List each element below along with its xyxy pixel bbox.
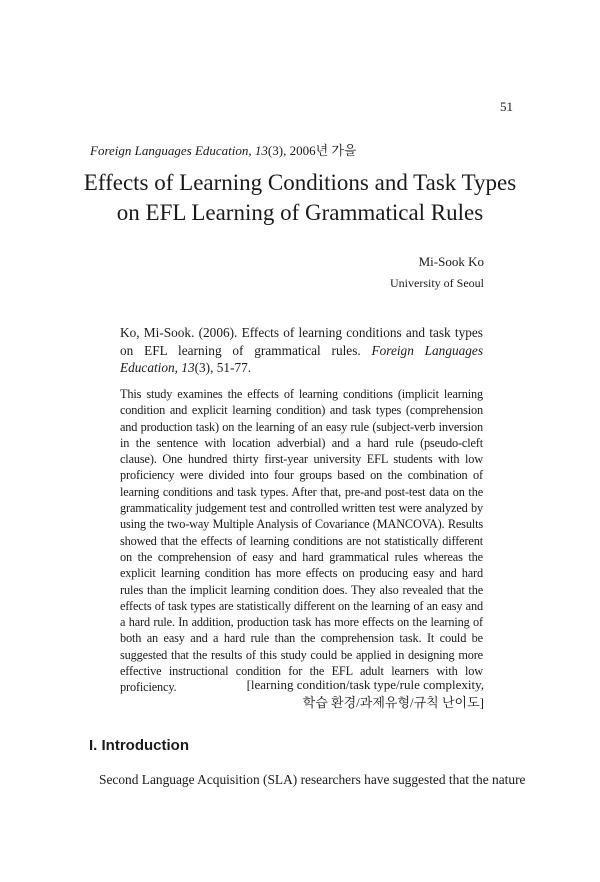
citation: [120, 324, 483, 377]
author-affiliation: University of Seoul: [390, 276, 484, 290]
journal-issue-year: (3), 2006년 가을: [267, 143, 357, 158]
author-name: Mi-Sook Ko: [418, 254, 484, 269]
citation-authors-title: Ko, Mi-Sook. (2006). Effects of learning conditions and task types on EFL learning of grammatical rules.: [120, 325, 483, 358]
introduction-first-line: Second Language Acquisition (SLA) researchers have suggested that the nature: [99, 772, 526, 787]
journal-reference: [90, 140, 357, 159]
citation-journal: Foreign Languages Education, 13: [120, 342, 484, 375]
page-number: 51: [500, 99, 513, 114]
journal-name: Foreign Languages Education,: [90, 143, 252, 158]
keywords-korean: 학습 환경/과제유형/규칙 난이도]: [302, 695, 484, 710]
keywords: [154, 676, 484, 712]
citation-pages: (3), 51-77.: [194, 360, 252, 375]
abstract: This study examines the effects of learning conditions (implicit learning condition and explicit learning condition) and task types (comprehension and production task) on the learning of an easy rule (subject-verb inversion in the sentence with location adverbial) and a hard rule (pseudo-cleft clause). One hundred thirty first-year university EFL students with low proficiency were divided into four groups based on the combination of learning conditions and task types. After that, pre-and post-test data on the grammaticality judgement test and controlled written test were analyzed by using the two-way Multiple Analysis of Covariance (MANCOVA). Results showed that the effects of learning conditions are not statistically different on the comprehension of easy and hard grammatical rules whereas the explicit learning condition has more effects on producing easy and hard rules than the implicit learning condition does. They also revealed that the effects of task types are statistically different on the learning of an easy and a hard rule. In addition, production task has more effects on the learning of both an easy and a hard rule than the comprehension task. It could be suggested that the results of this study could be applied in designing more effective instructional condition for the EFL adult learners with low proficiency.: [120, 387, 483, 695]
journal-volume: 13: [254, 143, 268, 158]
section-heading-introduction: I. Introduction: [89, 737, 189, 754]
keywords-english: [learning condition/task type/rule complexity,: [246, 677, 484, 692]
paper-title: Effects of Learning Conditions and Task Types on EFL Learning of Grammatical Rules: [83, 170, 517, 225]
